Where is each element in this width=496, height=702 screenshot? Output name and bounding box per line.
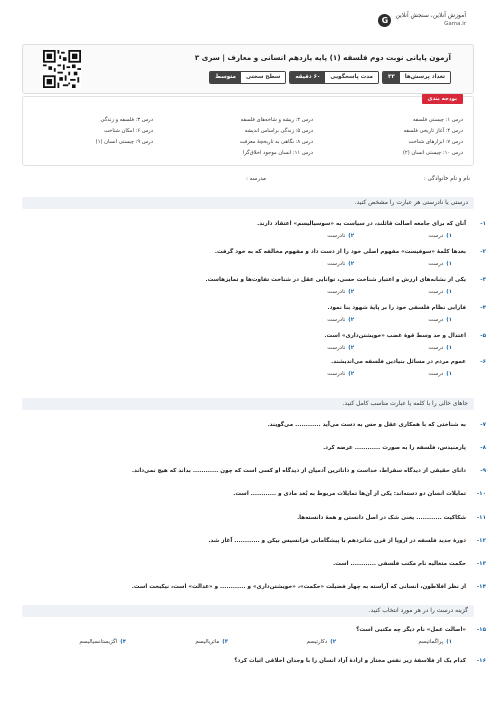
- question-text: تمایلات انسان دو دسته‌اند: یکی از آن‌ها تمایلات مربوط به بُعد مادی و ............ است.: [233, 491, 466, 497]
- question-text: بعدها کلمهٔ «سوفیست» مفهوم اصلی خود را از دست داد و مفهوم مخالفه که به خود گرفت.: [214, 249, 466, 255]
- question-number: -۱۴: [476, 584, 486, 590]
- question-number: -۱۶: [476, 658, 486, 664]
- question-number: -۳: [480, 277, 486, 283]
- question-text: دانای حقیقی از دیدگاه سقراط، خداست و داناترین آدمیان از دیدگاه او کسی است که چون ............ بداند که هیچ نمی‌داند.: [131, 468, 466, 474]
- topics-panel: [22, 96, 474, 166]
- question-number: -۲: [480, 249, 486, 255]
- section-true-false: [22, 197, 486, 382]
- question-number: -۱۵: [476, 627, 486, 633]
- topic-item: درس ۷: ابزارهای شناخت: [408, 139, 463, 145]
- meta-difficulty: [209, 71, 286, 84]
- topic-item: درس ۴: آغاز تاریخی فلسفه: [403, 128, 463, 134]
- meta-duration: [289, 71, 379, 84]
- qr-code-icon: [43, 50, 81, 88]
- question-text: اعتدال و حد وسط قوهٔ غضب «خویشتن‌داری» است.: [324, 333, 466, 339]
- student-info: [22, 170, 474, 190]
- question-text: شکاکیت ............ یعنی شک در اصل دانستن و همهٔ دانسته‌ها.: [297, 515, 466, 521]
- meta-label: سطح سختی: [241, 72, 285, 83]
- question-number: -۴: [480, 305, 486, 311]
- meta-label: مدت پاسخگویی: [325, 72, 378, 83]
- question-text: فارابی نظام فلسفی خود را بر پایهٔ شهود بنا نمود.: [327, 305, 466, 311]
- meta-value: ۳۳: [383, 72, 400, 83]
- topic-item: درس ۱۰: چیستی انسان (۲): [402, 150, 463, 156]
- option-2[interactable]: ۲)دکارتیسم: [306, 639, 336, 645]
- student-name-label: نام و نام خانوادگی :: [423, 176, 470, 182]
- question-text: دورهٔ جدید فلسفه در اروپا از قرن شانزدهم با پیشگامانی فرانسیس بیکن و ............ آغاز شد.: [208, 538, 466, 544]
- option-false[interactable]: ۲)نادرست: [327, 289, 354, 295]
- option-false[interactable]: ۲)نادرست: [327, 371, 354, 377]
- question-text: به شناختی که با همکاری عقل و حس به دست می‌آید ............ می‌گویند.: [267, 422, 466, 428]
- question-number: -۶: [480, 359, 486, 365]
- question-number: -۱۳: [476, 561, 486, 567]
- question-number: -۷: [480, 422, 486, 428]
- option-true[interactable]: ۱)درست: [428, 289, 452, 295]
- topic-item: درس ۵: زندگی براساس اندیشه: [244, 128, 313, 134]
- exam-header: [22, 44, 474, 94]
- question-number: -۱۱: [476, 515, 486, 521]
- gama-logo-icon: G: [378, 14, 391, 27]
- question-number: -۱۲: [476, 538, 486, 544]
- topics-col-2: [240, 117, 313, 156]
- exam-title: آزمون پایانی نوبت دوم فلسفه (۱) پایه یازدهم انسانی و معارف | سری ۳: [194, 53, 451, 62]
- topic-item: درس ۳: فلسفه و زندگی: [100, 117, 153, 123]
- question-number: -۸: [480, 445, 486, 451]
- option-false[interactable]: ۲)نادرست: [327, 345, 354, 351]
- question-text: عموم مردم در مسائل بنیادین فلسفه می‌اندیشند.: [331, 359, 466, 365]
- meta-question-count: [382, 71, 451, 84]
- option-true[interactable]: ۱)درست: [428, 345, 452, 351]
- question-number: -۵: [480, 333, 486, 339]
- option-true[interactable]: ۱)درست: [428, 317, 452, 323]
- brand-text: [395, 11, 466, 29]
- option-4[interactable]: ۴)اگزیستانسیالیسم: [79, 639, 126, 645]
- option-true[interactable]: ۱)درست: [428, 233, 452, 239]
- brand[interactable]: [378, 11, 466, 29]
- section-fill-blank: [22, 398, 486, 598]
- topics-col-3: [96, 117, 153, 145]
- meta-value: متوسط: [210, 72, 241, 83]
- exam-meta: [209, 71, 451, 84]
- option-3[interactable]: ۳)ماتریالیسم: [195, 639, 228, 645]
- option-1[interactable]: ۱)پراگماتیسم: [418, 639, 452, 645]
- question-text: یکی از نشانه‌های ارزش و اعتبار شناخت حسی، توانایی عقل در شناخت تفاوت‌ها و تمایزهاست.: [205, 277, 466, 283]
- question-text: کدام یک از فلاسفهٔ زیر نفس مختار و ارادهٔ آزاد انسان را با وجدان اخلاقی اثبات کرد؟: [234, 658, 466, 664]
- topic-item: درس ۶: امکان شناخت: [104, 128, 153, 134]
- option-true[interactable]: ۱)درست: [428, 371, 452, 377]
- question-text: پارمنیدس، فلسفه را به صورت ............ عرضه کرد.: [323, 445, 466, 451]
- brand-name: آموزش آنلاین، سنجش آنلاین: [395, 12, 466, 19]
- question-number: -۹: [480, 468, 486, 474]
- topic-item: درس ۹: چیستی انسان (۱): [95, 139, 153, 145]
- section-title: گزینه درست را در هر مورد انتخاب کنید.: [22, 605, 474, 617]
- topic-item: درس ۱: چیستی فلسفه: [412, 117, 463, 123]
- brand-site: Gama.ir: [444, 21, 466, 27]
- top-bar: [0, 0, 496, 40]
- school-label: مدرسه :: [246, 176, 266, 182]
- question-text: از نظر افلاطون، انسانی که آراسته به چهار فضیلت «حکمت»، «خویشتن‌داری» و ............ و «عدالت» است، نیکبخت است.: [131, 584, 466, 590]
- question-text: آنان که برای جامعه اصالت قائلند، در سیاست به «سوسیالیسم» اعتقاد دارند.: [257, 221, 466, 227]
- question-number: -۱۰: [476, 491, 486, 497]
- section-multiple-choice: [22, 605, 486, 700]
- topic-item: درس ۸: نگاهی به تاریخچهٔ معرفت: [239, 139, 313, 145]
- option-true[interactable]: ۱)درست: [428, 261, 452, 267]
- meta-label: تعداد پرسش‌ها: [400, 72, 450, 83]
- topics-col-1: [403, 117, 463, 156]
- section-title: جاهای خالی را با کلمه یا عبارت مناسب کامل کنید.: [22, 398, 474, 410]
- option-false[interactable]: ۲)نادرست: [327, 317, 354, 323]
- question-text: «اصالت عمل» نام دیگر چه مکتبی است؟: [356, 627, 466, 633]
- option-false[interactable]: ۲)نادرست: [327, 261, 354, 267]
- option-false[interactable]: ۲)نادرست: [327, 233, 354, 239]
- topics-tag: بودجه بندی: [422, 94, 463, 104]
- meta-value: ۶۰ دقیقه: [290, 72, 325, 83]
- question-number: -۱: [480, 221, 486, 227]
- topic-item: درس ۲: ریشه و شاخه‌های فلسفه: [240, 117, 313, 123]
- topic-item: درس ۱۱: انسان موجود اخلاق‌گرا: [242, 150, 313, 156]
- question-text: حکمت متعالیه نام مکتب فلسفی ............ است.: [333, 561, 466, 567]
- section-title: درستی یا نادرستی هر عبارت را مشخص کنید.: [22, 197, 474, 209]
